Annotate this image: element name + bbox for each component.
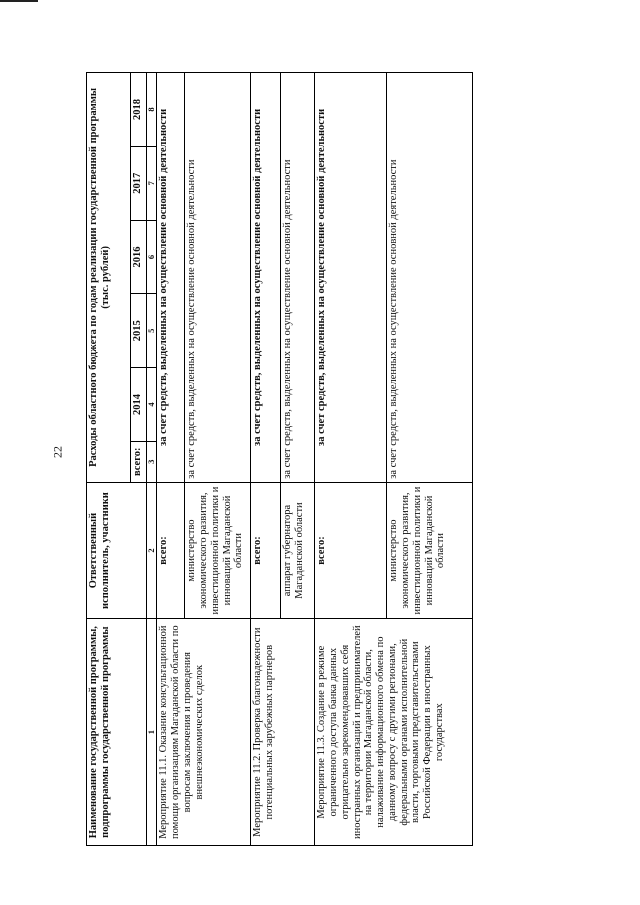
- scan-artifact-line: [0, 0, 38, 2]
- activity-name: Мероприятие 11.2. Проверка благонадежности потенциальных зарубежных партнеров: [251, 619, 315, 846]
- col-number: 5: [147, 294, 157, 368]
- total-label: всего:: [315, 482, 387, 619]
- col-number: 4: [147, 368, 157, 442]
- rotated-table-wrapper: [86, 72, 510, 846]
- header-year: 2018: [131, 73, 147, 147]
- activity-name: Мероприятие 11.1. Оказание консультационной помощи организациям Магаданской области по вопросам заключения и проведения внешнеэкономических сделок: [157, 619, 251, 846]
- header-name: Наименование государственной программы, подпрограммы государственной программы: [87, 619, 147, 846]
- header-year: 2015: [131, 294, 147, 368]
- header-executor: Ответственный исполнитель, участники: [87, 482, 147, 619]
- activity-name: Мероприятие 11.3. Создание в режиме ограниченного доступа банка данных отрицательно зарекомендовавших себя иностранных организаций и предпринимателей на территории Магаданской области, налаживание информационного обмена по данному вопросу с другими регионами, федеральными органами исполнительной власти, торговыми представительствами Российской Федерации в иностранных государствах: [315, 619, 473, 846]
- total-label: всего:: [251, 482, 281, 619]
- total-funding-text: за счет средств, выделенных на осуществление основной деятельности: [251, 73, 281, 483]
- page-number: 22: [50, 446, 65, 458]
- executor: министерство экономического развития, инвестиционной политики и инноваций Магаданской области: [185, 482, 251, 619]
- executor-funding-text: за счет средств, выделенных на осуществление основной деятельности: [387, 73, 473, 483]
- executor-funding-text: за счет средств, выделенных на осуществление основной деятельности: [185, 73, 251, 483]
- col-number: 6: [147, 220, 157, 294]
- executor-funding-text: за счет средств, выделенных на осуществление основной деятельности: [281, 73, 315, 483]
- col-number: 3: [147, 441, 157, 482]
- executor: аппарат губернатора Магаданской области: [281, 482, 315, 619]
- col-number: 1: [147, 619, 157, 846]
- total-label: всего:: [157, 482, 185, 619]
- col-number: 8: [147, 73, 157, 147]
- header-total: всего:: [131, 441, 147, 482]
- header-year: 2016: [131, 220, 147, 294]
- col-number: 2: [147, 482, 157, 619]
- total-funding-text: за счет средств, выделенных на осуществление основной деятельности: [315, 73, 387, 483]
- budget-table: [86, 72, 473, 846]
- header-year: 2014: [131, 368, 147, 442]
- header-budget: Расходы областного бюджета по годам реализации государственной программы (тыс. рублей): [87, 73, 131, 483]
- executor: министерство экономического развития, инвестиционной политики и инноваций Магаданской области: [387, 482, 473, 619]
- header-year: 2017: [131, 146, 147, 220]
- col-number: 7: [147, 146, 157, 220]
- total-funding-text: за счет средств, выделенных на осуществление основной деятельности: [157, 73, 185, 483]
